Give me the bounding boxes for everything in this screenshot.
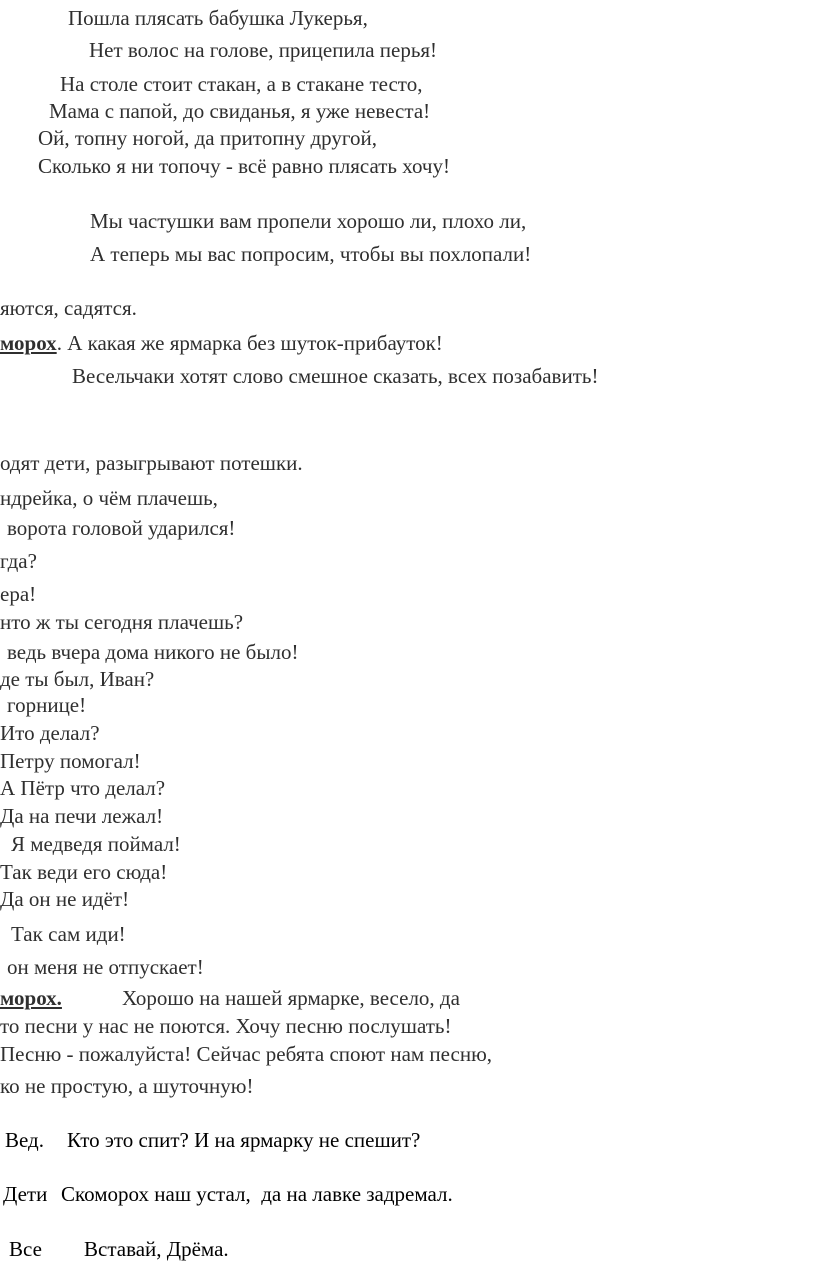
dialogue-speaker: Вед. [5, 1128, 44, 1152]
poteshka-line: ера! [0, 582, 37, 606]
verse-line: Пошла плясать бабушка Лукерья, [68, 6, 368, 30]
speaker-name-line [0, 986, 62, 1010]
verse-line: Сколько я ни топочу - всё равно плясать хочу! [38, 154, 450, 178]
verse-line: Мы частушки вам пропели хорошо ли, плохо ли, [90, 209, 527, 233]
poteshka-line: Петру помогал! [0, 749, 141, 773]
poteshka-line: ведь вчера дома никого не было! [7, 640, 299, 664]
dialogue-speaker: Все [9, 1237, 42, 1261]
dialogue-text: Скоморох наш устал, да на лавке задремал. [61, 1182, 453, 1206]
poteshka-line: ндрейка, о чём плачешь, [0, 486, 218, 510]
speech-text: . А какая же ярмарка без шуток-прибауток! [56, 331, 443, 355]
speech-line [0, 331, 443, 355]
speech-line: то песни у нас не поются. Хочу песню послушать! [0, 1014, 452, 1038]
poteshka-line: нто ж ты сегодня плачешь? [0, 610, 244, 634]
poteshka-line: он меня не отпускает! [7, 955, 204, 979]
dialogue-speaker: Дети [3, 1182, 48, 1206]
speech-line: ко не простую, а шуточную! [0, 1074, 254, 1098]
speech-line: Весельчаки хотят слово смешное сказать, всех позабавить! [72, 364, 599, 388]
dialogue-text: Кто это спит? И на ярмарку не спешит? [67, 1128, 421, 1152]
poteshka-line: гда? [0, 549, 37, 573]
verse-line: Ой, топну ногой, да притопну другой, [38, 126, 377, 150]
stage-direction: яются, садятся. [0, 296, 137, 320]
verse-line: На столе стоит стакан, а в стакане тесто, [60, 72, 423, 96]
verse-line: А теперь мы вас попросим, чтобы вы похлопали! [90, 242, 532, 266]
speech-text: Хорошо на нашей ярмарке, весело, да [122, 986, 460, 1010]
poteshka-line: Да он не идёт! [0, 887, 130, 911]
verse-line: Нет волос на голове, прицепила перья! [89, 38, 438, 62]
poteshka-line: Так сам иди! [11, 922, 126, 946]
speech-line: Песню - пожалуйста! Сейчас ребята споют нам песню, [0, 1042, 493, 1066]
poteshka-line: Ито делал? [0, 721, 100, 745]
verse-line: Мама с папой, до свиданья, я уже невеста! [49, 99, 431, 123]
poteshka-line: Я медведя поймал! [11, 832, 181, 856]
stage-direction: одят дети, разыгрывают потешки. [0, 451, 303, 475]
poteshka-line: горнице! [7, 693, 87, 717]
dialogue-text: Вставай, Дрёма. [84, 1237, 229, 1261]
poteshka-line: А Пётр что делал? [0, 776, 166, 800]
poteshka-line: де ты был, Иван? [0, 667, 155, 691]
speaker-name: морох. [0, 986, 62, 1010]
poteshka-line: ворота головой ударился! [7, 516, 236, 540]
speaker-name: морох [0, 331, 57, 355]
poteshka-line: Да на печи лежал! [0, 804, 164, 828]
poteshka-line: Так веди его сюда! [0, 860, 168, 884]
